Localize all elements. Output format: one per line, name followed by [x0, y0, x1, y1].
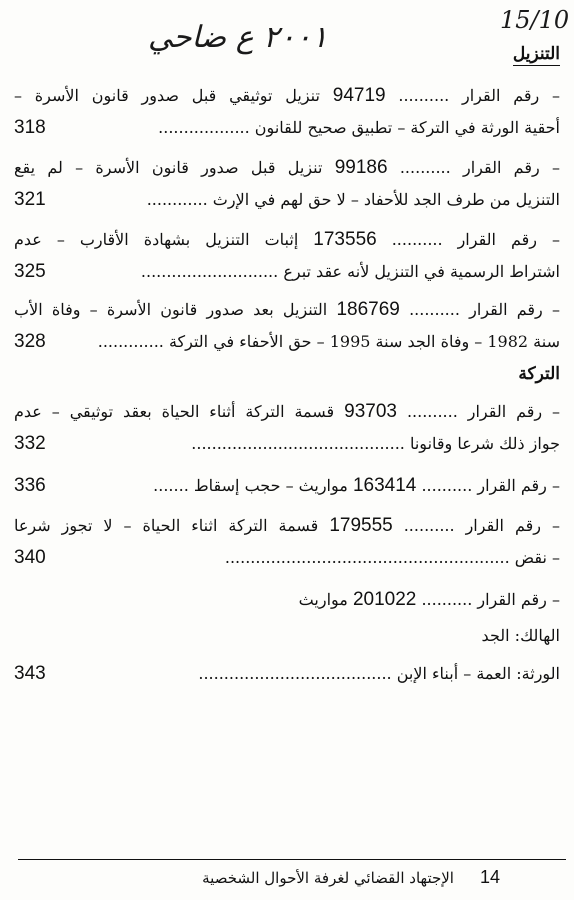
page-ref: 343: [14, 663, 46, 684]
book-title: الإجتهاد القضائي لغرفة الأحوال الشخصية: [202, 869, 454, 887]
index-line: جواز ذلك شرعا وقانونا .......................................... 332: [14, 430, 560, 458]
page-ref: 318: [14, 117, 46, 138]
index-line: – رقم القرار .......... 179555 قسمة التركة اثناء الحياة – لا تجوز شرعا: [14, 515, 560, 536]
index-line: – رقم القرار .......... 99186 تنزيل قبل صدور قانون الأسرة – لم يقع: [14, 157, 560, 178]
page-number: 14: [479, 867, 500, 887]
index-line: الورثة: العمة – أبناء الإبن ...................................... 343: [14, 660, 560, 688]
handwritten-page-mark: 15/10: [500, 6, 570, 34]
page-footer: [80, 864, 500, 890]
page-ref: 336: [14, 475, 46, 496]
index-line: – رقم القرار .......... 94719 تنزيل توثيقي قبل صدور قانون الأسرة –: [14, 85, 560, 106]
index-line: – رقم القرار .......... 201022 مواريث: [298, 589, 560, 610]
handwritten-note: ۲۰۰۱ ع ضاحي: [148, 20, 328, 55]
section-heading: التنزيل: [512, 44, 560, 64]
index-line: التنزيل من طرف الجد للأحفاد – لا حق لهم في الإرث ............ 321: [14, 186, 560, 214]
page-ref: 321: [14, 189, 46, 210]
page-ref: 340: [14, 547, 46, 568]
footer-rule: [18, 859, 566, 860]
section-heading: التركة: [518, 364, 560, 384]
index-line: أحقية الورثة في التركة – تطبيق صحيح للقانون .................. 318: [14, 114, 560, 142]
index-line: اشتراط الرسمية في التنزيل لأنه عقد تبرع ........................... 325: [14, 258, 560, 286]
page-ref: 325: [14, 261, 46, 282]
index-line: – رقم القرار .......... 186769 التنزيل بعد صدور قانون الأسرة – وفاة الأب: [14, 299, 560, 320]
index-line: – رقم القرار .......... 173556 إثبات التنزيل بشهادة الأقارب – عدم: [14, 229, 560, 250]
page-ref: 332: [14, 433, 46, 454]
index-line: – رقم القرار .......... 93703 قسمة التركة أثناء الحياة بعقد توثيقي – عدم: [14, 401, 560, 422]
page-ref: 328: [14, 331, 46, 352]
index-line: – رقم القرار .......... 163414 مواريث – حجب إسقاط ....... 336: [14, 472, 560, 500]
index-line: سنة 1982 – وفاة الجد سنة 1995 – حق الأحفاء في التركة ............. 328: [14, 328, 560, 356]
index-line: – نقض ........................................................ 340: [14, 544, 560, 572]
index-line: الهالك: الجد: [481, 626, 560, 645]
